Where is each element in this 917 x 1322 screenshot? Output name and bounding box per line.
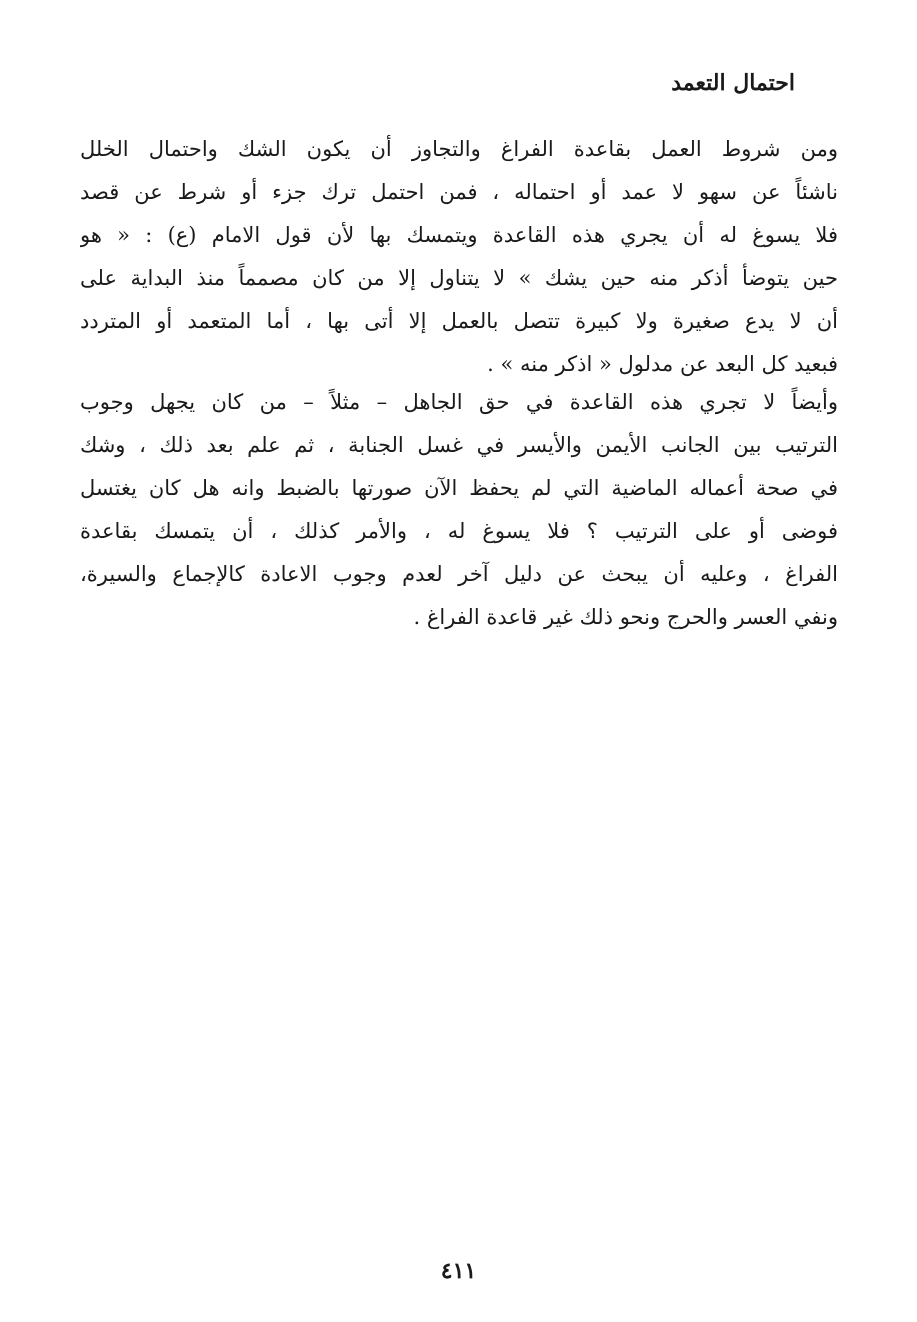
text-line: أن لا يدع صغيرة ولا كبيرة تتصل بالعمل إلا أتى بها ، أما المتعمد أو المتردد — [80, 309, 838, 333]
text-line: فلا يسوغ له أن يجري هذه القاعدة ويتمسك بها لأن قول الامام (ع) : « هو — [80, 223, 838, 247]
text-line: ومن شروط العمل بقاعدة الفراغ والتجاوز أن يكون الشك واحتمال الخلل — [80, 137, 838, 161]
text-line: وأيضاً لا تجري هذه القاعدة في حق الجاهل – مثلاً – من كان يجهل وجوب — [80, 390, 838, 414]
text-line: الفراغ ، وعليه أن يبحث عن دليل آخر لعدم وجوب الاعادة كالإجماع والسيرة، — [80, 562, 838, 586]
text-line: في صحة أعماله الماضية التي لم يحفظ الآن صورتها بالضبط وانه هل كان يغتسل — [80, 476, 838, 500]
text-line: الترتيب بين الجانب الأيمن والأيسر في غسل الجنابة ، ثم علم بعد ذلك ، وشك — [80, 433, 838, 457]
paragraph-1 — [80, 128, 838, 386]
text-line: فبعيد كل البعد عن مدلول « اذكر منه » . — [487, 352, 838, 376]
text-line: ونفي العسر والحرج ونحو ذلك غير قاعدة الفراغ . — [413, 605, 838, 629]
text-line: ناشئاً عن سهو لا عمد أو احتماله ، فمن احتمل ترك جزء أو شرط عن قصد — [80, 180, 838, 204]
text-line: حين يتوضأ أذكر منه حين يشك » لا يتناول إلا من كان مصمماً منذ البداية على — [80, 266, 838, 290]
text-line: فوضى أو على الترتيب ؟ فلا يسوغ له ، والأمر كذلك ، أن يتمسك بقاعدة — [80, 519, 838, 543]
page-number: ٤١١ — [440, 1258, 477, 1284]
running-header: احتمال التعمد — [671, 70, 795, 96]
paragraph-2 — [80, 381, 838, 639]
